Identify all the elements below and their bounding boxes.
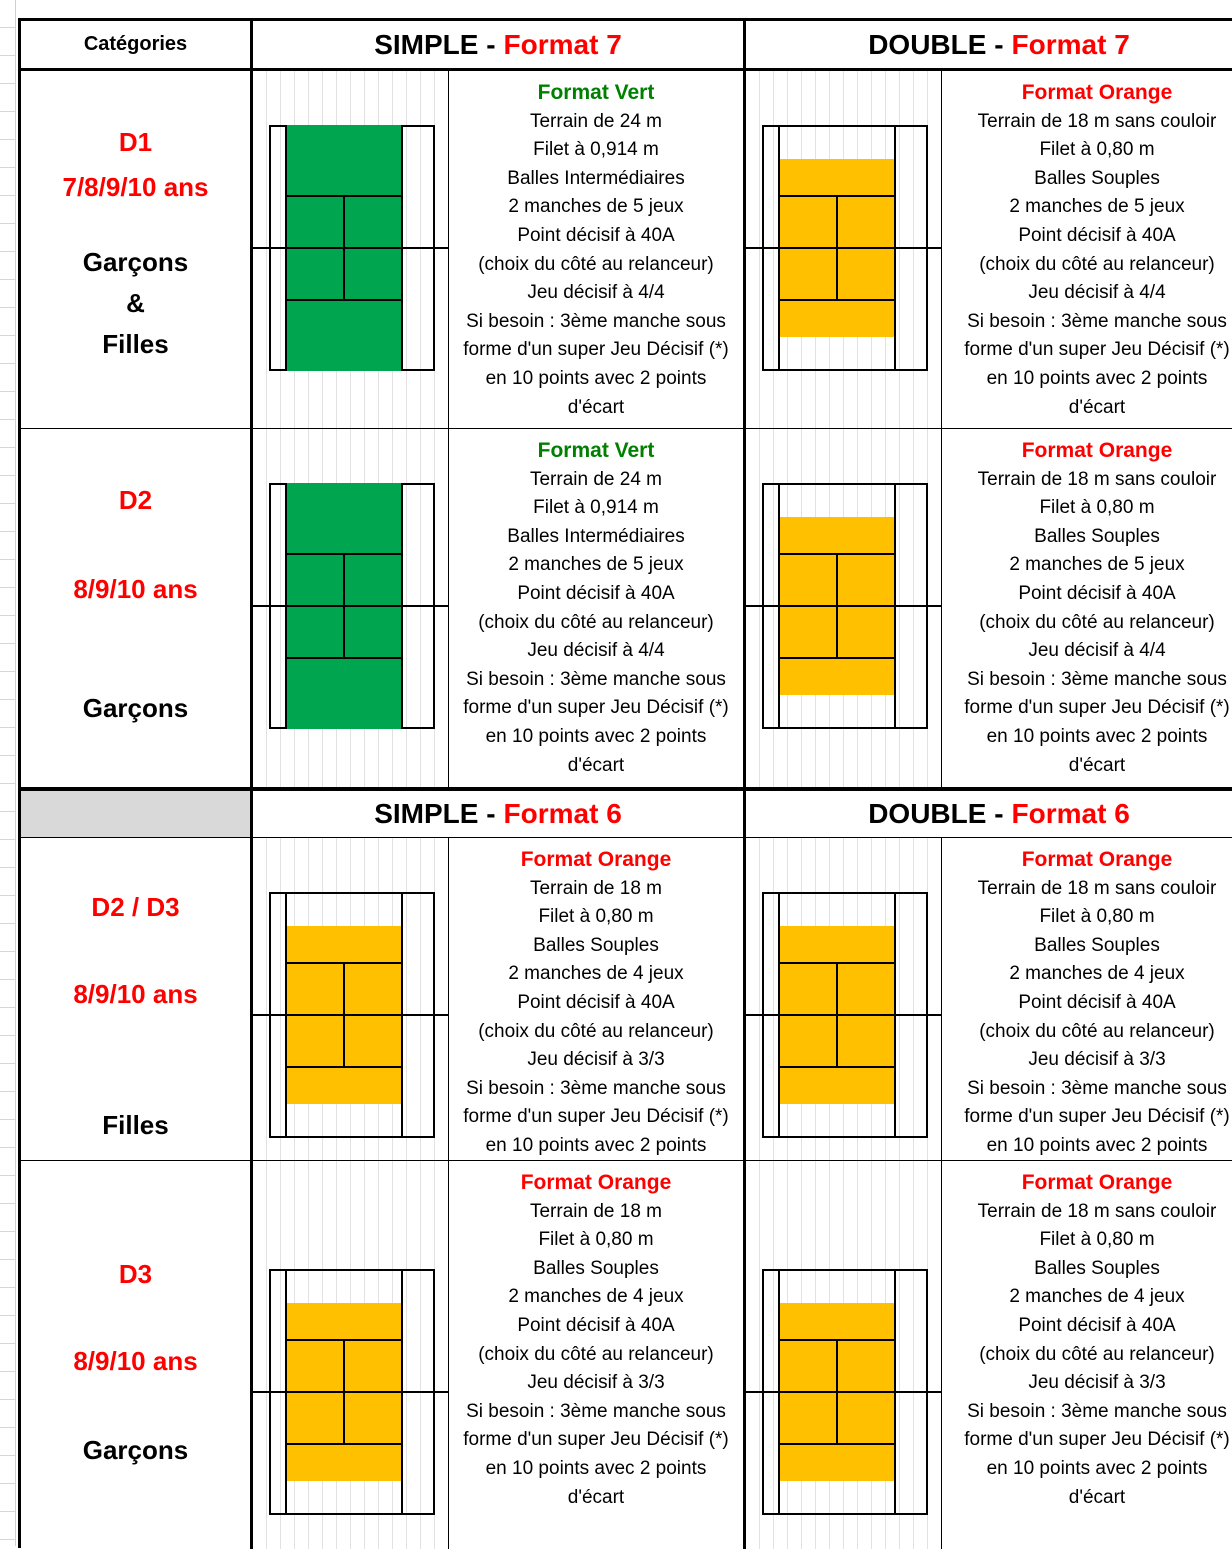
format-rule-line: forme d'un super Jeu Décisif (*) [964, 694, 1230, 723]
format-rule-line: 2 manches de 5 jeux [508, 551, 683, 580]
format-description [449, 429, 746, 788]
format-type-label: Format Orange [1022, 437, 1173, 466]
category-cell-d2-d3 [21, 838, 253, 1161]
format-rule-line: Terrain de 18 m sans couloir [978, 466, 1217, 495]
header-format-label: Format 6 [504, 798, 622, 830]
format-type-label: Format Orange [1022, 79, 1173, 108]
header-simple-format7 [253, 21, 746, 71]
format-rule-line: Filet à 0,914 m [533, 494, 659, 523]
court-diagram [746, 429, 942, 788]
spreadsheet-row-gridlines [0, 0, 16, 1546]
format-description [942, 838, 1232, 1161]
format-rule-line: d'écart [568, 1484, 624, 1513]
format-rule-line: d'écart [568, 752, 624, 781]
format-rule-line: Jeu décisif à 3/3 [1028, 1046, 1165, 1075]
tennis-court [253, 125, 449, 371]
header-categories: Catégories [21, 21, 253, 71]
format-rule-line: (choix du côté au relanceur) [478, 1341, 714, 1370]
format-rule-line: Si besoin : 3ème manche sous [466, 1398, 726, 1427]
format-rule-line: Jeu décisif à 4/4 [1028, 279, 1165, 308]
format-rule-line: Balles Souples [1034, 165, 1160, 194]
tennis-court [253, 892, 449, 1138]
category-code: D1 [119, 127, 152, 158]
format-rule-line: Jeu décisif à 3/3 [527, 1369, 664, 1398]
court-net-line [253, 1391, 449, 1393]
format-rule-line: Si besoin : 3ème manche sous [466, 308, 726, 337]
format-rule-line: 2 manches de 4 jeux [1009, 960, 1184, 989]
format-rule-line: forme d'un super Jeu Décisif (*) [964, 1426, 1230, 1455]
header-double-format7 [746, 21, 1232, 71]
format-rule-line: forme d'un super Jeu Décisif (*) [463, 1426, 729, 1455]
format-rule-line: (choix du côté au relanceur) [478, 1018, 714, 1047]
format-type-label: Format Orange [1022, 1169, 1173, 1198]
format-rule-line: (choix du côté au relanceur) [979, 251, 1215, 280]
format-type-label: Format Orange [1022, 846, 1173, 875]
format-rule-line: 2 manches de 5 jeux [508, 193, 683, 222]
format-rule-line: en 10 points avec 2 points [987, 1132, 1208, 1161]
format-rule-line: 2 manches de 5 jeux [1009, 193, 1184, 222]
format-type-label: Format Orange [521, 1169, 672, 1198]
format-description [942, 1161, 1232, 1549]
court-diagram [746, 1161, 942, 1549]
format-rule-line: forme d'un super Jeu Décisif (*) [463, 694, 729, 723]
court-net-line [253, 1014, 449, 1016]
format-rule-line: Point décisif à 40A [517, 1312, 674, 1341]
format-rule-line: (choix du côté au relanceur) [979, 609, 1215, 638]
format-rule-line: Jeu décisif à 3/3 [527, 1046, 664, 1075]
format-rule-line: Si besoin : 3ème manche sous [967, 1398, 1227, 1427]
header-simple-format6 [253, 788, 746, 838]
format-rule-line: forme d'un super Jeu Décisif (*) [463, 336, 729, 365]
format-description [449, 1161, 746, 1549]
court-diagram [253, 429, 449, 788]
format-rule-line: en 10 points avec 2 points [486, 1455, 707, 1484]
format-rule-line: Filet à 0,80 m [1039, 136, 1154, 165]
category-age: 7/8/9/10 ans [63, 172, 209, 203]
format-rule-line: en 10 points avec 2 points [486, 365, 707, 394]
header-simple-label: SIMPLE - [374, 798, 495, 830]
court-net-line [746, 605, 942, 607]
format-rule-line: (choix du côté au relanceur) [979, 1018, 1215, 1047]
format-rule-line: Terrain de 24 m [530, 466, 662, 495]
format-rule-line: Balles Souples [1034, 932, 1160, 961]
format-rule-line: Terrain de 18 m sans couloir [978, 875, 1217, 904]
format-rule-line: en 10 points avec 2 points [987, 1455, 1208, 1484]
category-cell-d2 [21, 429, 253, 788]
format-rule-line: Filet à 0,80 m [538, 903, 653, 932]
format-rule-line: Filet à 0,80 m [1039, 903, 1154, 932]
format-rule-line: (choix du côté au relanceur) [979, 1341, 1215, 1370]
header-format-label: Format 6 [1012, 798, 1130, 830]
category-cell-d1 [21, 71, 253, 429]
category-gender: Garçons [83, 693, 189, 724]
format-rule-line: Terrain de 18 m [530, 1198, 662, 1227]
format-rule-line: 2 manches de 4 jeux [508, 960, 683, 989]
format-rule-line: Terrain de 18 m [530, 875, 662, 904]
category-age: 8/9/10 ans [73, 574, 197, 605]
tennis-court [253, 483, 449, 729]
category-gender: Garçons [83, 247, 189, 278]
format-rule-line: Jeu décisif à 4/4 [527, 637, 664, 666]
court-diagram [253, 71, 449, 429]
format-rule-line: Si besoin : 3ème manche sous [466, 1075, 726, 1104]
format-rule-line: Point décisif à 40A [517, 580, 674, 609]
court-net-line [253, 247, 449, 249]
court-net-line [746, 247, 942, 249]
format-rule-line: d'écart [568, 394, 624, 423]
tennis-court [746, 483, 942, 729]
format-type-label: Format Orange [521, 846, 672, 875]
format-rule-line: Balles Souples [533, 1255, 659, 1284]
header-format-label: Format 7 [504, 29, 622, 61]
category-code: D3 [119, 1259, 152, 1290]
category-code: D2 / D3 [91, 892, 179, 923]
format-rule-line: Filet à 0,80 m [538, 1226, 653, 1255]
format-rule-line: Filet à 0,80 m [1039, 1226, 1154, 1255]
court-diagram [746, 71, 942, 429]
format-rule-line: Point décisif à 40A [1018, 1312, 1175, 1341]
format-rule-line: Point décisif à 40A [517, 222, 674, 251]
format-rule-line: Point décisif à 40A [1018, 222, 1175, 251]
format-rule-line: Terrain de 18 m sans couloir [978, 108, 1217, 137]
format-rule-line: 2 manches de 4 jeux [1009, 1283, 1184, 1312]
format-rule-line: Balles Souples [1034, 523, 1160, 552]
format-rule-line: en 10 points avec 2 points [486, 723, 707, 752]
format-rule-line: Jeu décisif à 4/4 [527, 279, 664, 308]
format-rule-line: Filet à 0,80 m [1039, 494, 1154, 523]
format-rule-line: d'écart [1069, 1484, 1125, 1513]
format-rule-line: Si besoin : 3ème manche sous [967, 1075, 1227, 1104]
court-diagram [253, 838, 449, 1161]
header-format-label: Format 7 [1012, 29, 1130, 61]
category-age: 8/9/10 ans [73, 1346, 197, 1377]
format-rule-line: Jeu décisif à 3/3 [1028, 1369, 1165, 1398]
format-rule-line: 2 manches de 5 jeux [1009, 551, 1184, 580]
format-rule-line: forme d'un super Jeu Décisif (*) [964, 336, 1230, 365]
tennis-court [746, 125, 942, 371]
category-gender: Filles [102, 1110, 168, 1141]
category-cell-d3 [21, 1161, 253, 1549]
formats-table [18, 18, 1232, 1548]
format-rule-line: Point décisif à 40A [1018, 580, 1175, 609]
court-diagram [746, 838, 942, 1161]
category-ampersand: & [126, 288, 145, 319]
format-rule-line: en 10 points avec 2 points [987, 723, 1208, 752]
format-rule-line: Balles Souples [533, 932, 659, 961]
format-rule-line: Terrain de 24 m [530, 108, 662, 137]
format-rule-line: forme d'un super Jeu Décisif (*) [463, 1103, 729, 1132]
format-rule-line: en 10 points avec 2 points [987, 365, 1208, 394]
format-type-label: Format Vert [538, 437, 655, 466]
category-age: 8/9/10 ans [73, 979, 197, 1010]
format-rule-line: en 10 points avec 2 points [486, 1132, 707, 1161]
format-rule-line: (choix du côté au relanceur) [478, 251, 714, 280]
format-description [449, 838, 746, 1161]
format-rule-line: forme d'un super Jeu Décisif (*) [964, 1103, 1230, 1132]
format-rule-line: Balles Intermédiaires [507, 523, 684, 552]
format-rule-line: Si besoin : 3ème manche sous [967, 308, 1227, 337]
format-rule-line: Balles Intermédiaires [507, 165, 684, 194]
header-simple-label: SIMPLE - [374, 29, 495, 61]
format-rule-line: Si besoin : 3ème manche sous [967, 666, 1227, 695]
header-double-format6 [746, 788, 1232, 838]
format-rule-line: Terrain de 18 m sans couloir [978, 1198, 1217, 1227]
format-rule-line: Si besoin : 3ème manche sous [466, 666, 726, 695]
tennis-court [746, 1269, 942, 1515]
court-net-line [746, 1014, 942, 1016]
court-net-line [253, 605, 449, 607]
format-rule-line: Filet à 0,914 m [533, 136, 659, 165]
tennis-court [746, 892, 942, 1138]
court-net-line [746, 1391, 942, 1393]
format-rule-line: d'écart [1069, 752, 1125, 781]
format-rule-line: Jeu décisif à 4/4 [1028, 637, 1165, 666]
format-description [449, 71, 746, 429]
format-description [942, 71, 1232, 429]
court-diagram [253, 1161, 449, 1549]
format-rule-line: d'écart [1069, 394, 1125, 423]
category-gender: Garçons [83, 1435, 189, 1466]
format-rule-line: (choix du côté au relanceur) [478, 609, 714, 638]
format-rule-line: 2 manches de 4 jeux [508, 1283, 683, 1312]
format-rule-line: Point décisif à 40A [517, 989, 674, 1018]
tennis-court [253, 1269, 449, 1515]
header-blank [21, 788, 253, 838]
format-rule-line: Balles Souples [1034, 1255, 1160, 1284]
format-type-label: Format Vert [538, 79, 655, 108]
format-rule-line: Point décisif à 40A [1018, 989, 1175, 1018]
format-description [942, 429, 1232, 788]
header-double-label: DOUBLE - [868, 29, 1003, 61]
category-code: D2 [119, 485, 152, 516]
category-gender: Filles [102, 329, 168, 360]
header-double-label: DOUBLE - [868, 798, 1003, 830]
